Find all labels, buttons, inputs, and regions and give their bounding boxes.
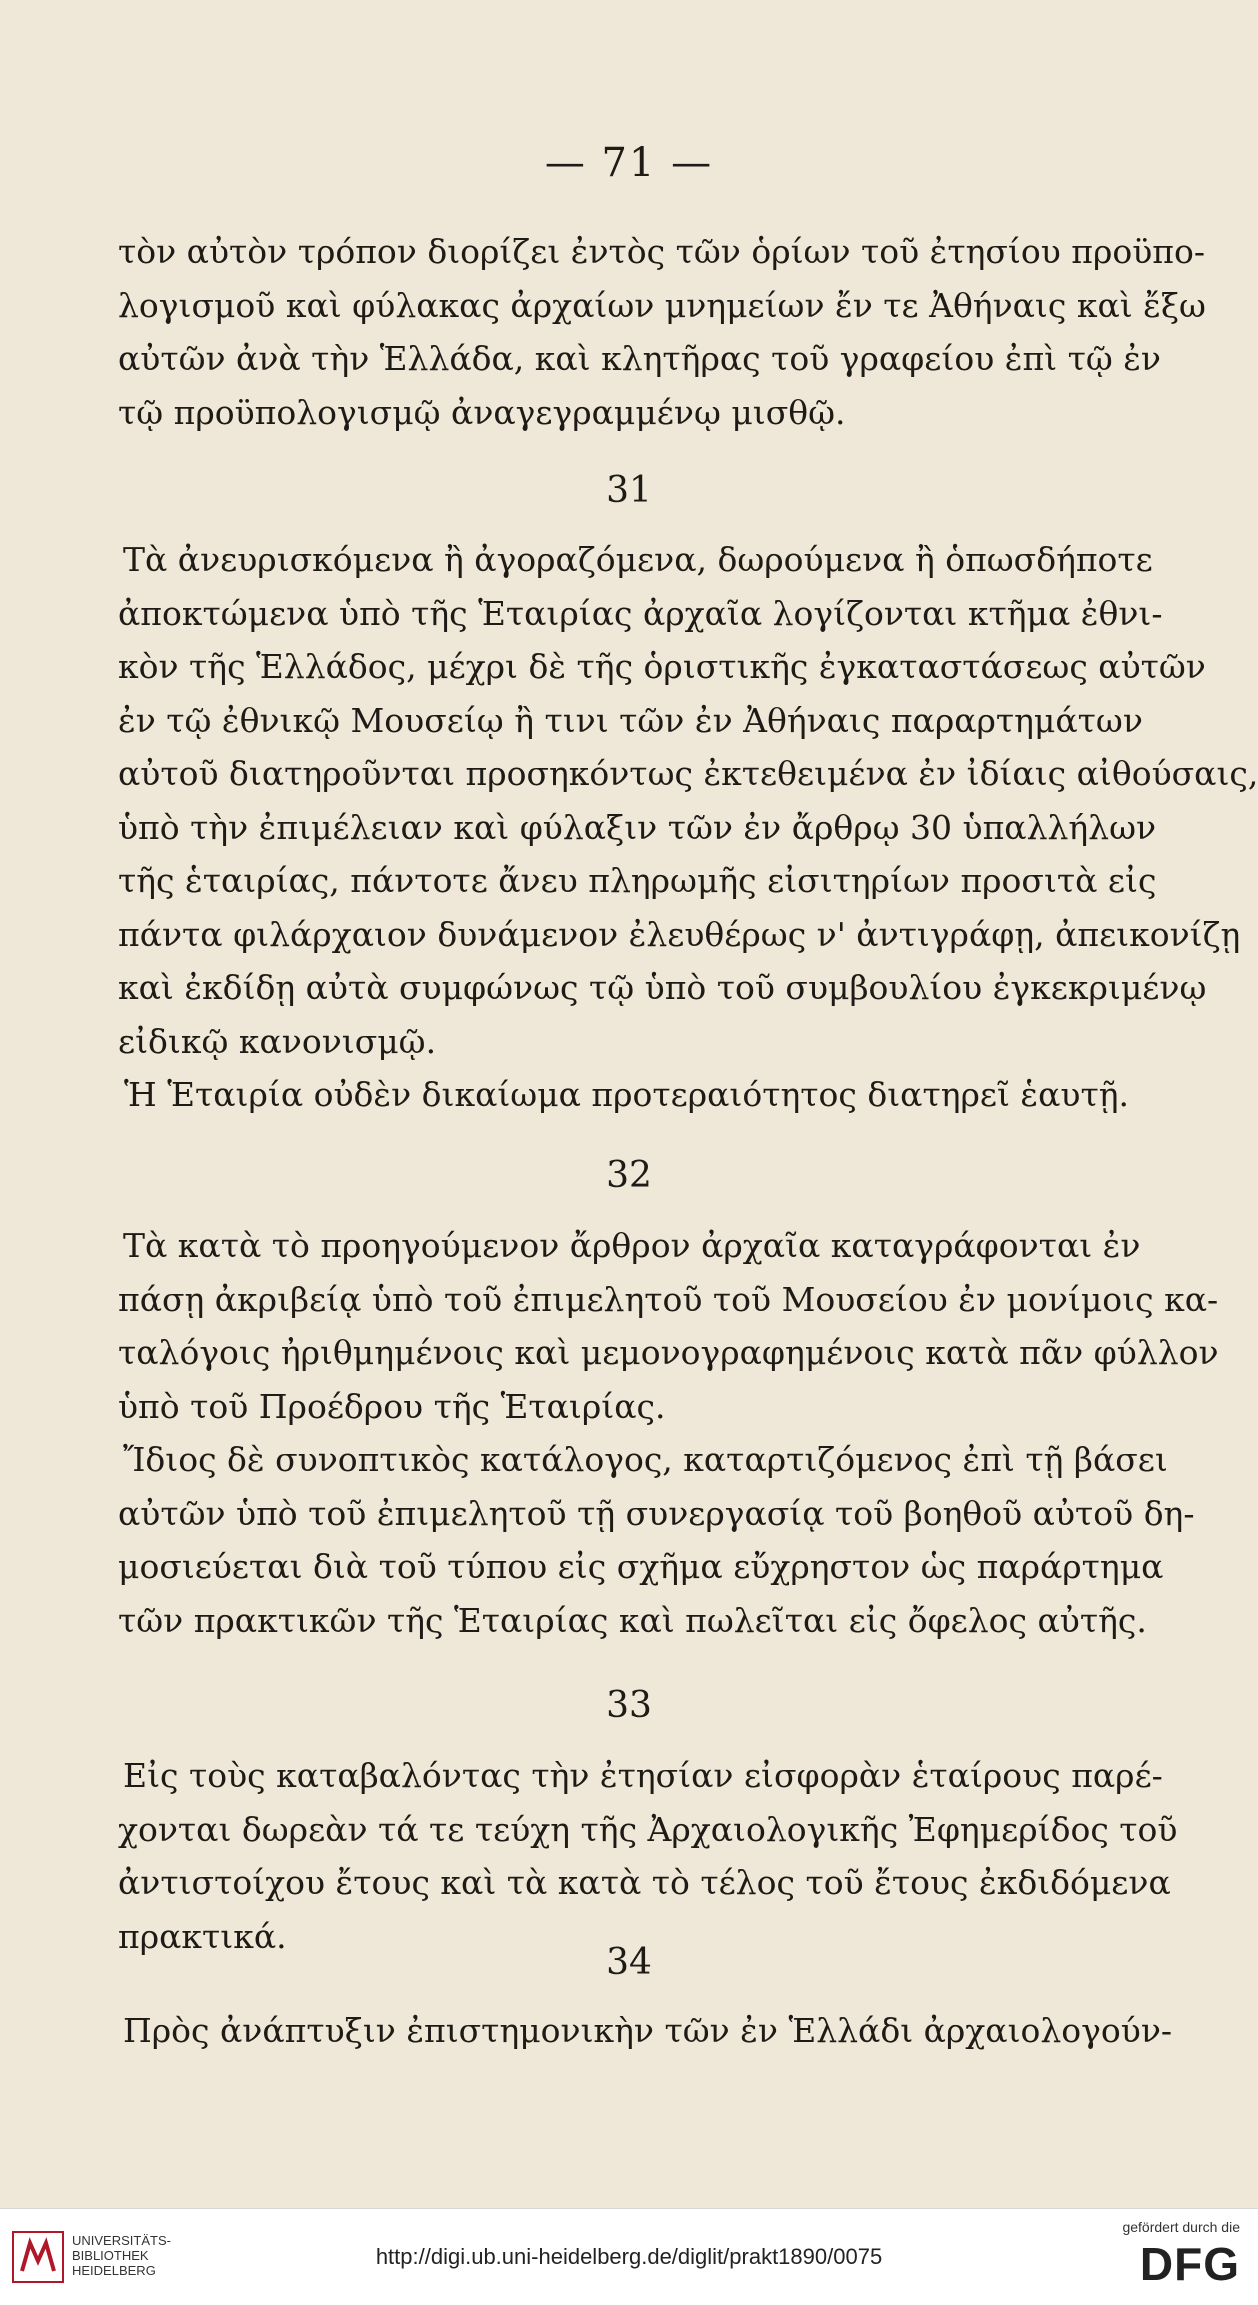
dfg-logo[interactable] — [1100, 2219, 1240, 2291]
text-line: ἀποκτώμενα ὑπὸ τῆς Ἑταιρίας ἀρχαῖα λογίζονται κτῆμα ἐθνι- — [118, 593, 1163, 633]
text-line: τῷ προϋπολογισμῷ ἀναγεγραμμένῳ μισθῷ. — [118, 392, 846, 432]
text-line: πρακτικά. — [118, 1916, 287, 1956]
text-line: τὸν αὐτὸν τρόπον διορίζει ἐντὸς τῶν ὁρίων τοῦ ἐτησίου προϋπο- — [118, 232, 1206, 271]
section-31-text — [118, 533, 1258, 1122]
text-line: ὑπὸ τὴν ἐπιμέλειαν καὶ φύλαξιν τῶν ἐν ἄρθρῳ 30 ὑπαλλήλων — [118, 807, 1157, 847]
text-line: τῆς ἑταιρίας, πάντοτε ἄνευ πληρωμῆς εἰσιτηρίων προσιτὰ εἰς — [118, 861, 1157, 900]
section-number-32: 32 — [606, 1155, 652, 1196]
text-line: τῶν πρακτικῶν τῆς Ἑταιρίας καὶ πωλεῖται εἰς ὄφελος αὐτῆς. — [118, 1600, 1147, 1640]
text-line: λογισμοῦ καὶ φύλακας ἀρχαίων μνημείων ἔν τε Ἀθήναις καὶ ἔξω — [118, 285, 1206, 325]
text-line: Ἡ Ἑταιρία οὐδὲν δικαίωμα προτεραιότητος διατηρεῖ ἑαυτῇ. — [124, 1075, 1129, 1114]
section-34-text — [118, 2004, 1173, 2058]
text-line: Ἴδιος δὲ συνοπτικὸς κατάλογος, καταρτιζόμενος ἐπὶ τῇ βάσει — [123, 1440, 1168, 1479]
text-line: Πρὸς ἀνάπτυξιν ἐπιστημονικὴν τῶν ἐν Ἑλλάδι ἀρχαιολογούν- — [123, 2011, 1173, 2050]
text-line: ἀντιστοίχου ἔτους καὶ τὰ κατὰ τὸ τέλος τοῦ ἔτους ἐκδιδόμενα — [118, 1863, 1171, 1902]
text-line: αὐτῶν ὑπὸ τοῦ ἐπιμελητοῦ τῇ συνεργασίᾳ τοῦ βοηθοῦ αὐτοῦ δη- — [118, 1493, 1195, 1533]
text-line: Εἰς τοὺς καταβαλόντας τὴν ἐτησίαν εἰσφορὰν ἑταίρους παρέ- — [123, 1756, 1163, 1795]
dfg-wordmark: DFG — [1139, 2238, 1240, 2290]
text-line: εἰδικῷ κανονισμῷ. — [118, 1021, 437, 1061]
section-number-33: 33 — [606, 1685, 652, 1726]
text-line: αὐτοῦ διατηροῦνται προσηκόντως ἐκτεθειμένα ἐν ἰδίαις αἰθούσαις, — [118, 754, 1258, 793]
text-line: ὑπὸ τοῦ Προέδρου τῆς Ἑταιρίας. — [118, 1386, 666, 1426]
section-number-34: 34 — [606, 1942, 652, 1983]
page-number: — 71 — — [544, 140, 714, 186]
text-line: πάσῃ ἀκριβείᾳ ὑπὸ τοῦ ἐπιμελητοῦ τοῦ Μουσείου ἐν μονίμοις κα- — [118, 1279, 1219, 1319]
text-line: μοσιεύεται διὰ τοῦ τύπου εἰς σχῆμα εὔχρηστον ὡς παράρτημα — [118, 1547, 1164, 1586]
text-line: καὶ ἐκδίδῃ αὐτὰ συμφώνως τῷ ὑπὸ τοῦ συμβουλίου ἐγκεκριμένῳ — [118, 968, 1207, 1007]
text-line: ταλόγοις ἠριθμημένοις καὶ μεμονογραφημένοις κατὰ πᾶν φύλλον — [118, 1333, 1219, 1372]
section-number-31: 31 — [606, 470, 652, 511]
text-line: Τὰ ἀνευρισκόμενα ἢ ἀγοραζόμενα, δωρούμενα ἢ ὁπωσδήποτε — [123, 540, 1153, 579]
text-line: αὐτῶν ἀνὰ τὴν Ἑλλάδα, καὶ κλητῆρας τοῦ γραφείου ἐπὶ τῷ ἐν — [118, 339, 1161, 378]
section-32-text — [118, 1219, 1219, 1647]
text-line: ἐν τῷ ἐθνικῷ Μουσείῳ ἢ τινι τῶν ἐν Ἀθήναις παραρτημάτων — [118, 700, 1143, 740]
text-line: χονται δωρεὰν τά τε τεύχη τῆς Ἀρχαιολογικῆς Ἐφημερίδος τοῦ — [118, 1809, 1178, 1849]
funded-by-label: gefördert durch die — [1122, 2219, 1240, 2235]
permalink-url[interactable]: http://digi.ub.uni-heidelberg.de/diglit/prakt1890/0075 — [375, 2244, 883, 2269]
section-33-text — [118, 1749, 1178, 1963]
text-line: κὸν τῆς Ἑλλάδος, μέχρι δὲ τῆς ὁριστικῆς ἐγκαταστάσεως αὐτῶν — [118, 647, 1206, 686]
intro-paragraph — [118, 225, 1206, 439]
library-name: UNIVERSITÄTS- BIBLIOTHEK HEIDELBERG — [72, 2233, 171, 2278]
digitization-footer — [0, 2208, 1258, 2305]
text-line: πάντα φιλάρχαιον δυνάμενον ἐλευθέρως ν' ἀντιγράφῃ, ἀπεικονίζῃ — [118, 914, 1241, 954]
text-line: Τὰ κατὰ τὸ προηγούμενον ἄρθρον ἀρχαῖα καταγράφονται ἐν — [123, 1226, 1141, 1265]
